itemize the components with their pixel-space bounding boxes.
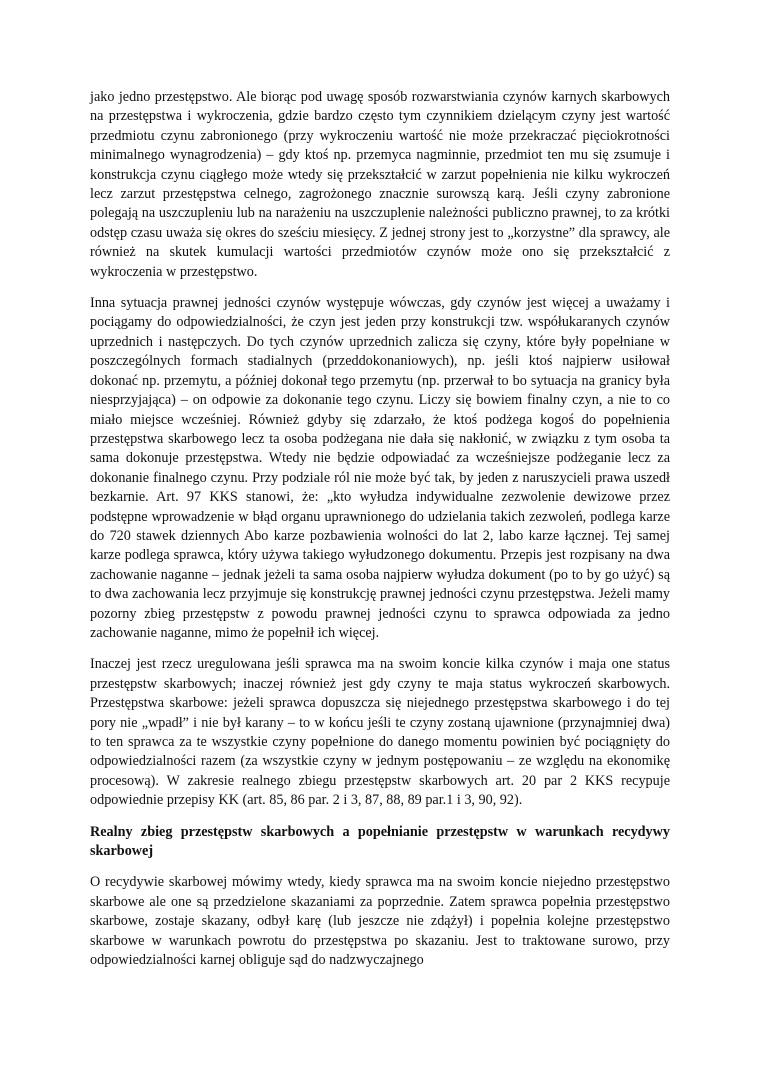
- paragraph-1: jako jedno przestępstwo. Ale biorąc pod uwagę sposób rozwarstwiania czynów karnych skarbowych na przestępstwa i wykroczenia, gdzie bardzo często tym czynnikiem dzielącym czyny jest wartość przedmiotu czynu zabronionego (przy wykroczeniu wartość nie może przekraczać pięciokrotności minimalnego wynagrodzenia) – gdy ktoś np. przemyca nagminnie, przedmiot ten mu się zsumuje i konstrukcja czynu ciągłego może wtedy się przekształcić w zarzut popełnienia nie kilku wykroczeń lecz zarzut przestępstwa celnego, zagrożonego znacznie surowszą karą. Jeśli czyny zabronione polegają na uszczupleniu lub na narażeniu na uszczuplenie należności publiczno prawnej, to za krótki odstęp czasu uważa się okres do sześciu miesięcy. Z jednej strony jest to „korzystne” dla sprawcy, ale również na skutek kumulacji wartości przedmiotów czynów może ono się przekształcić z wykroczenia w przestępstwo.: [90, 89, 670, 280]
- document-page: [90, 88, 670, 982]
- paragraph-3: Inaczej jest rzecz uregulowana jeśli sprawca ma na swoim koncie kilka czynów i maja one status przestępstw skarbowych; inaczej również jest gdy czyny te maja status wykroczeń skarbowych. Przestępstwa skarbowe: jeżeli sprawca dopuszcza się niejednego przestępstwa skarbowego i do tej pory nie „wpadł” i nie był karany – to w końcu jeśli te czyny zostaną ujawnione (przynajmniej dwa) to ten sprawca za te wszystkie czyny popełnione do danego momentu powinien być pociągnięty do odpowiedzialności razem (za wszystkie czyny w jednym postępowaniu – ze względu na ekonomikę procesową). W zakresie realnego zbiegu przestępstw skarbowych art. 20 par 2 KKS recypuje odpowiednie przepisy KK (art. 85, 86 par. 2 i 3, 87, 88, 89 par.1 i 3, 90, 92).: [90, 656, 670, 809]
- paragraph-4: O recydywie skarbowej mówimy wtedy, kiedy sprawca ma na swoim koncie niejedno przestępstwo skarbowe ale one są przedzielone skazaniami za poprzednie. Zatem sprawca popełnia przestępstwo skarbowe, zostaje skazany, odbył karę (lub jeszcze nie zdążył) i popełnia kolejne przestępstwo skarbowe w warunkach powrotu do przestępstwa po skazaniu. Jest to traktowane surowo, przy odpowiedzialności karnej obliguje sąd do nadzwyczajnego: [90, 874, 670, 969]
- section-heading: Realny zbieg przestępstw skarbowych a popełnianie przestępstw w warunkach recydywy skarbowej: [90, 823, 670, 860]
- paragraph-2: Inna sytuacja prawnej jedności czynów występuje wówczas, gdy czynów jest więcej a uważamy i pociągamy do odpowiedzialności, że czyn jest jeden przy konstrukcji tzw. współukaranych czynów uprzednich i następczych. Do tych czynów uprzednich zalicza się czyny, które były popełniane w poszczególnych formach stadialnych (przeddokonaniowych), np. jeśli ktoś najpierw usiłował dokonać np. przemytu, a później dokonał tego przemytu (np. przerwał to bo sytuacja na granicy była niesprzyjająca) – on odpowie za dokonanie tego czynu. Liczy się bowiem finalny czyn, a nie to co miało miejsce wcześniej. Również gdyby się zdarzało, że ktoś podżega kogoś do popełnienia przestępstwa skarbowego lecz ta osoba podżegana nie dała się nakłonić, w związku z tym osoba ta sama dokonuje przestępstwa. Wtedy nie będzie odpowiadać za wcześniejsze podżeganie lecz za dokonanie finalnego czynu. Przy podziale ról nie może być tak, by jeden z naruszycieli prawa uszedł bezkarnie. Art. 97 KKS stanowi, że: „kto wyłudza indywidualne zezwolenie dewizowe przez podstępne wprowadzenie w błąd organu uprawnionego do udzielania takich zezwoleń, podlega karze do 720 stawek dziennych Abo karze pozbawienia wolności do lat 2, labo karze łącznej. Tej samej karze podlega sprawca, który używa takiego wyłudzonego dokumentu. Przepis jest rozpisany na dwa zachowanie naganne – jednak jeżeli ta sama osoba najpierw wyłudza dokument (po to by go użyć) są to dwa zachowania lecz przyjmuje się konstrukcję prawnej jedności czynu przestępstwa. Jeżeli mamy pozorny zbieg przestępstw z powodu prawnej jedności czynu to sprawca odpowiada za jedno zachowanie naganne, mimo że popełnił ich więcej.: [90, 295, 670, 641]
